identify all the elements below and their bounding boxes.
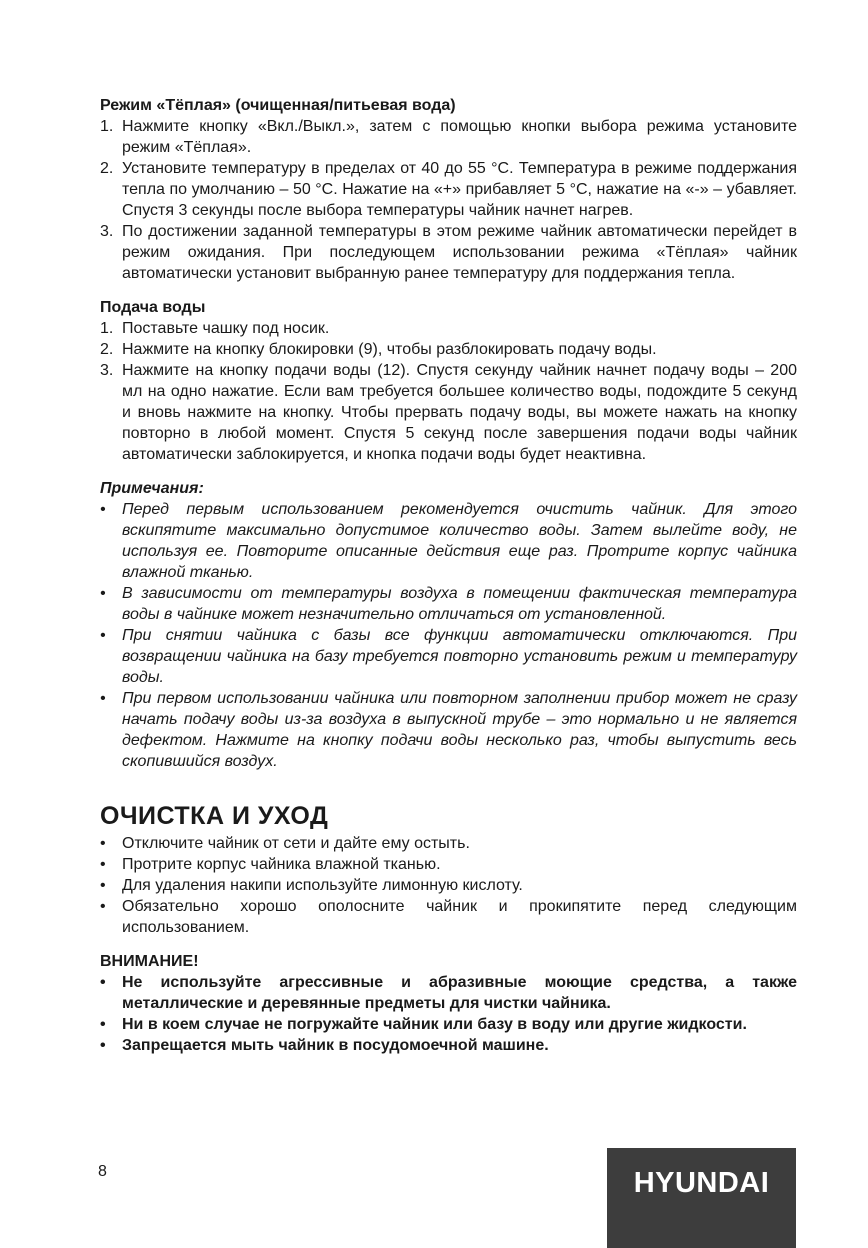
list-item <box>100 1035 797 1056</box>
warning-text: Ни в коем случае не погружайте чайник или базу в воду или другие жидкости. <box>122 1016 747 1033</box>
water-supply-steps <box>100 318 797 465</box>
list-item <box>100 499 797 583</box>
bullet: • <box>100 877 106 894</box>
step-number: 1. <box>100 320 114 337</box>
cleaning-text: Обязательно хорошо ополосните чайник и прокипятите перед следующим использованием. <box>122 898 797 936</box>
step-number: 3. <box>100 223 114 240</box>
section-title-notes: Примечания: <box>100 480 204 497</box>
step-number: 1. <box>100 118 114 135</box>
list-item <box>100 972 797 1014</box>
bullet: • <box>100 835 106 852</box>
list-item <box>100 854 797 875</box>
step-number: 3. <box>100 362 114 379</box>
list-item <box>100 833 797 854</box>
step-text: По достижении заданной температуры в этом режиме чайник автоматически перейдет в режим ожидания. При последующем использовании режима «Тёплая» чайник автоматически установит выбранную ранее температуру для поддержания тепла. <box>122 223 797 282</box>
step-text: Установите температуру в пределах от 40 до 55 °С. Температура в режиме поддержания тепла по умолчанию – 50 °С. Нажатие на «+» прибавляет 5 °С, нажатие на «-» – убавляет. Спустя 3 секунды после выбора температуры чайник начнет нагрев. <box>122 160 797 219</box>
section-title-warning: ВНИМАНИЕ! <box>100 953 199 970</box>
section-title-water-supply: Подача воды <box>100 299 206 316</box>
warning-text: Запрещается мыть чайник в посудомоечной машине. <box>122 1037 549 1054</box>
bullet: • <box>100 627 106 644</box>
page-number: 8 <box>98 1163 107 1180</box>
list-item <box>100 158 797 221</box>
list-item <box>100 625 797 688</box>
note-text: При снятии чайника с базы все функции автоматически отключаются. При возвращении чайника на базу требуется повторно установить режим и температуру воды. <box>122 627 797 686</box>
note-text: Перед первым использованием рекомендуется очистить чайник. Для этого вскипятите максимально допустимое количество воды. Затем вылейте воду, не используя ее. Повторите описанные действия еще раз. Протрите корпус чайника влажной тканью. <box>122 501 797 581</box>
warning-list <box>100 972 797 1056</box>
list-item <box>100 339 797 360</box>
bullet: • <box>100 585 106 602</box>
list-item <box>100 221 797 284</box>
step-number: 2. <box>100 341 114 358</box>
brand-logo <box>607 1148 796 1248</box>
list-item <box>100 318 797 339</box>
step-number: 2. <box>100 160 114 177</box>
bullet: • <box>100 898 106 915</box>
step-text: Поставьте чашку под носик. <box>122 320 330 337</box>
brand-logo-text: HYUNDAI <box>633 1167 770 1199</box>
list-item <box>100 583 797 625</box>
bullet: • <box>100 501 106 518</box>
notes-list <box>100 499 797 772</box>
bullet: • <box>100 974 106 991</box>
list-item <box>100 360 797 465</box>
note-text: В зависимости от температуры воздуха в помещении фактическая температура воды в чайнике может незначительно отличаться от установленной. <box>122 585 797 623</box>
warning-text: Не используйте агрессивные и абразивные моющие средства, а также металлические и деревянные предметы для чистки чайника. <box>122 974 797 1012</box>
list-item <box>100 896 797 938</box>
cleaning-text: Протрите корпус чайника влажной тканью. <box>122 856 441 873</box>
cleaning-list <box>100 833 797 938</box>
step-text: Нажмите кнопку «Вкл./Выкл.», затем с помощью кнопки выбора режима установите режим «Тёплая». <box>122 118 797 156</box>
list-item <box>100 688 797 772</box>
warm-mode-steps <box>100 116 797 284</box>
list-item <box>100 1014 797 1035</box>
cleaning-text: Отключите чайник от сети и дайте ему остыть. <box>122 835 470 852</box>
section-title-warm-mode: Режим «Тёплая» (очищенная/питьевая вода) <box>100 97 456 114</box>
bullet: • <box>100 1037 106 1054</box>
manual-page <box>100 95 797 1056</box>
bullet: • <box>100 1016 106 1033</box>
bullet: • <box>100 856 106 873</box>
cleaning-text: Для удаления накипи используйте лимонную кислоту. <box>122 877 523 894</box>
list-item <box>100 875 797 896</box>
list-item <box>100 116 797 158</box>
step-text: Нажмите на кнопку блокировки (9), чтобы разблокировать подачу воды. <box>122 341 657 358</box>
step-text: Нажмите на кнопку подачи воды (12). Спустя секунду чайник начнет подачу воды – 200 мл на одно нажатие. Если вам требуется большее количество воды, подождите 5 секунд и вновь нажмите на кнопку. Чтобы прервать подачу воды, вы можете нажать на кнопку повторно в любой момент. Спустя 5 секунд после завершения подачи воды чайник автоматически заблокируется, и кнопка подачи воды будет неактивна. <box>122 362 797 463</box>
bullet: • <box>100 690 106 707</box>
section-title-cleaning: ОЧИСТКА И УХОД <box>100 802 329 830</box>
note-text: При первом использовании чайника или повторном заполнении прибор может не сразу начать подачу воды из-за воздуха в выпускной трубе – это нормально и не является дефектом. Нажмите на кнопку подачи воды несколько раз, чтобы выпустить весь скопившийся воздух. <box>122 690 797 770</box>
